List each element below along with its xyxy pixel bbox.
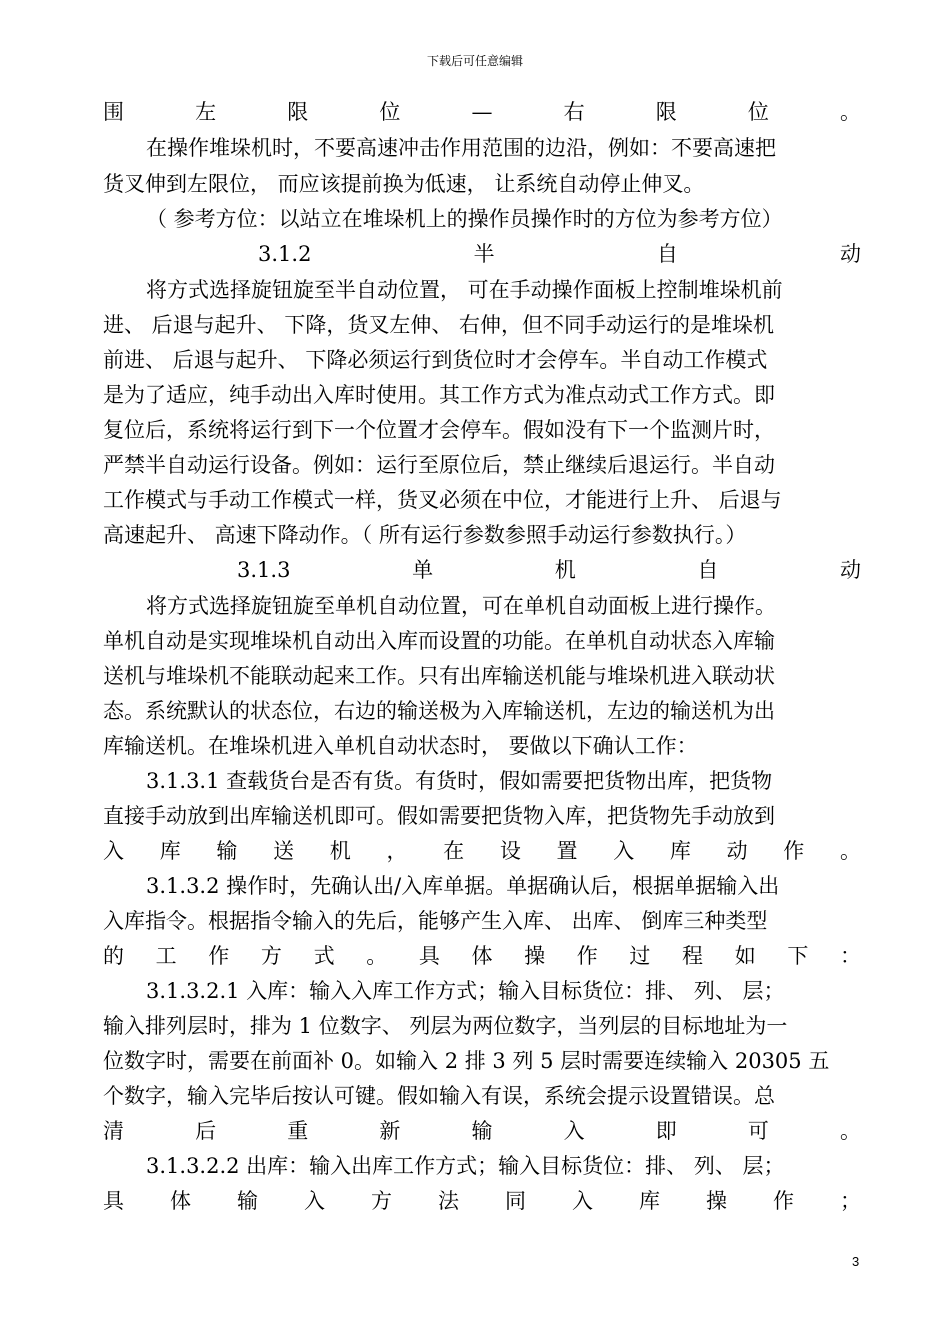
paragraph-line: 3.1.3.2.1 入库：输入入库工作方式；输入目标货位：排、 列、 层； (146, 979, 785, 1003)
text-char: 库 (669, 839, 691, 863)
text-char: 输 (216, 839, 238, 863)
text-char: 机 (329, 839, 351, 863)
text-char: 作 (783, 839, 805, 863)
spread-line-p7 (103, 1187, 861, 1215)
text-char: 操 (524, 944, 546, 968)
paragraph-line: 入库指令。根据指令输入的先后，能够产生入库、 出库、 倒库三种类型 (103, 909, 768, 933)
text-char: 入 (304, 1189, 325, 1213)
heading-char: 动 (840, 242, 861, 266)
paragraph-line: 3.1.3.2.2 出库：输入出库工作方式；输入目标货位：排、 列、 层； (146, 1154, 785, 1178)
paragraph-line: 单机自动是实现堆垛机自动出入库而设置的功能。在单机自动状态入库输 (103, 629, 775, 653)
text-char: 程 (682, 944, 704, 968)
paragraph-line: 严禁半自动运行设备。例如：运行至原位后，禁止继续后退运行。半自动 (103, 453, 775, 477)
text-char: 。 (366, 944, 388, 968)
text-char: 围 (103, 100, 124, 124)
paragraph-line: 复位后，系统将运行到下一个位置才会停车。假如没有下一个监测片时， (103, 418, 775, 442)
text-char: 入 (613, 839, 635, 863)
paragraph-line: 货叉伸到左限位， 而应该提前换为低速， 让系统自动停止伸叉。 (103, 172, 705, 196)
spread-line-p4 (103, 837, 861, 865)
paragraph-line: 前进、 后退与起升、 下降必须运行到货位时才会停车。半自动工作模式 (103, 348, 768, 372)
text-char: 方 (371, 1189, 392, 1213)
heading-char: 自 (697, 558, 719, 582)
paragraph-line: 将方式选择旋钮旋至半自动位置， 可在手动操作面板上控制堆垛机前 (146, 278, 783, 302)
paragraph-line: 个数字，输入完毕后按认可键。假如输入有误，系统会提示设置错误。总 (103, 1084, 775, 1108)
heading-char: 动 (840, 558, 861, 582)
section-number: 3.1.2 (258, 242, 312, 266)
paragraph-line: 直接手动放到出库输送机即可。假如需要把货物入库，把货物先手动放到 (103, 804, 775, 828)
text-char: 工 (155, 944, 177, 968)
text-char: 即 (655, 1119, 677, 1143)
text-char: 入 (572, 1189, 593, 1213)
paragraph-line: 3.1.3.1 查载货台是否有货。有货时，假如需要把货物出库，把货物 (146, 769, 773, 793)
heading-char: 半 (473, 242, 495, 266)
text-char: 如 (734, 944, 756, 968)
text-char: 法 (438, 1189, 459, 1213)
text-char: — (471, 100, 493, 124)
text-char: 操 (706, 1189, 727, 1213)
text-char: 左 (195, 100, 217, 124)
text-char: 的 (103, 944, 124, 968)
text-char: 送 (273, 839, 295, 863)
spread-line-p5 (103, 942, 861, 970)
paragraph-line: 工作模式与手动工作模式一样，货叉必须在中位，才能进行上升、 后退与 (103, 488, 782, 512)
text-char: 输 (471, 1119, 493, 1143)
paragraph-line: 3.1.3.2 操作时，先确认出/入库单据。单据确认后，根据单据输入出 (146, 874, 780, 898)
text-char: 方 (260, 944, 282, 968)
text-char: 可 (747, 1119, 769, 1143)
heading-char: 单 (412, 558, 434, 582)
text-char: 重 (287, 1119, 309, 1143)
text-char: 位 (747, 100, 769, 124)
text-char: 具 (418, 944, 440, 968)
text-char: 。 (840, 1119, 861, 1143)
spread-line-p6 (103, 1117, 861, 1145)
page-header: 下载后可任意编辑 (426, 54, 523, 68)
paragraph-line: 位数字时，需要在前面补 0。如输入 2 排 3 列 5 层时需要连续输入 20305 五 (103, 1049, 830, 1073)
text-char: 下 (787, 944, 809, 968)
text-char: 体 (170, 1189, 191, 1213)
text-char: 动 (726, 839, 748, 863)
paragraph-line: 是为了适应，纯手动出入库时使用。其工作方式为准点动式工作方式。即 (103, 383, 775, 407)
paragraph-line: 库输送机。在堆垛机进入单机自动状态时， 要做以下确认工作： (103, 734, 698, 758)
text-char: 位 (379, 100, 401, 124)
text-char: 限 (287, 100, 309, 124)
text-char: 入 (563, 1119, 585, 1143)
text-char: 置 (556, 839, 578, 863)
text-char: ； (840, 1189, 861, 1213)
text-char: 限 (655, 100, 677, 124)
text-char: 后 (195, 1119, 217, 1143)
text-char: 库 (639, 1189, 660, 1213)
text-char: ： (839, 944, 861, 968)
paragraph-line: 进、 后退与起升、 下降，货叉左伸、 右伸，但不同手动运行的是堆垛机 (103, 313, 775, 337)
paragraph-line: 高速起升、 高速下降动作。（ 所有运行参数参照手动运行参数执行。） (103, 523, 747, 547)
page-number: 3 (852, 1254, 860, 1269)
text-char: 库 (159, 839, 181, 863)
text-char: 清 (103, 1119, 124, 1143)
text-char: 。 (839, 839, 861, 863)
text-char: ， (386, 839, 408, 863)
text-char: 。 (840, 100, 861, 124)
section-heading-3-1-2 (258, 240, 861, 268)
text-char: 作 (208, 944, 230, 968)
text-char: 具 (103, 1189, 124, 1213)
paragraph-line: （ 参考方位：以站立在堆垛机上的操作员操作时的方位为参考方位） (146, 207, 783, 231)
text-char: 入 (103, 839, 124, 863)
paragraph-line: 在操作堆垛机时，不要高速冲击作用范围的边沿，例如：不要高速把 (146, 136, 776, 160)
text-char: 过 (629, 944, 651, 968)
paragraph-line: 送机与堆垛机不能联动起来工作。只有出库输送机能与堆垛机进入联动状 (103, 664, 775, 688)
text-char: 新 (379, 1119, 401, 1143)
text-char: 输 (237, 1189, 258, 1213)
text-char: 作 (773, 1189, 794, 1213)
text-char: 设 (499, 839, 521, 863)
text-char: 体 (471, 944, 493, 968)
spread-line-1 (103, 98, 861, 126)
paragraph-line: 输入排列层时，排为 1 位数字、 列层为两位数字，当列层的目标地址为一 (103, 1014, 788, 1038)
paragraph-line: 态。系统默认的状态位，右边的输送极为入库输送机，左边的输送机为出 (103, 699, 775, 723)
text-char: 在 (443, 839, 465, 863)
section-heading-3-1-3 (237, 556, 861, 584)
heading-char: 自 (656, 242, 678, 266)
section-number: 3.1.3 (237, 558, 291, 582)
paragraph-line: 将方式选择旋钮旋至单机自动位置，可在单机自动面板上进行操作。 (146, 594, 776, 618)
text-char: 同 (505, 1189, 526, 1213)
heading-char: 机 (554, 558, 576, 582)
text-char: 右 (563, 100, 585, 124)
text-char: 式 (313, 944, 335, 968)
text-char: 作 (576, 944, 598, 968)
